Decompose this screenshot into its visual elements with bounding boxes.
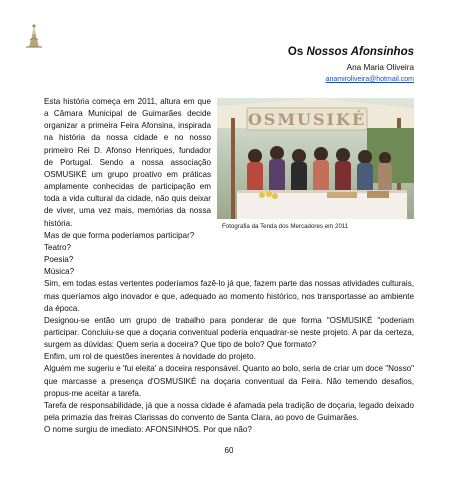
- photo-caption: Fotografia da Tenda dos Mercadores em 2011: [222, 223, 349, 230]
- paragraph-3: Designou-se então um grupo de trabalho para ponderar de que forma "OSMUSIKÉ "poderiam participar. Concluiu-se que a doçaria conventual poderia enquadrar-se neste projeto. A par da certeza, surgem as dúvidas: Quem seria a doceira? Que tipo de bolo? Que formato?: [44, 315, 414, 350]
- tent-photo: [217, 98, 414, 219]
- article-body: [44, 96, 414, 436]
- question-2: Teatro?: [44, 242, 71, 252]
- banner-text: OSMUSIKÉ: [247, 110, 367, 129]
- paragraph-1: Esta história começa em 2011, altura em que a Câmara Municipal de Guimarães decide organizar a primeira Feira Afonsina, inspirada na história da nossa cidade e no nosso primeiro Rei D. Afonso Henriques, fundador de Portugal. Sendo a nossa associação OSMUSIKÉ um grupo proativo em práticas amplamente conhecidas de participação em toda a vida cultural da cidade, não quis deixar de viver, uma vez mais, memórias da nossa história.: [44, 97, 211, 228]
- paragraph-7: O nome surgiu de imediato: AFONSINHOS. Por que não?: [44, 425, 252, 435]
- article-header: [288, 45, 414, 85]
- page-number: 60: [224, 446, 234, 455]
- title-italic: Nossos Afonsinhos: [306, 46, 414, 58]
- author-name: Ana Maria Oliveira: [346, 63, 414, 72]
- question-1: Mas de que forma poderíamos participar?: [44, 230, 195, 240]
- photo-figure: [217, 98, 414, 231]
- author-email-link[interactable]: anamiroliveira@hotmail.com: [325, 76, 414, 83]
- paragraph-2: Sim, em todas estas vertentes poderíamos fazê-lo já que, fazem parte das nossas atividades culturais, mas queríamos algo inovador e que, adequado ao momento histórico, nos transportasse ao ambiente da época.: [44, 279, 414, 313]
- article-title: [288, 45, 414, 59]
- logo-icon: [20, 22, 48, 50]
- title-prefix: Os: [287, 46, 307, 58]
- paragraph-5: Alguém me sugeriu e 'fui eleita' a doceira responsável. Quanto ao bolo, seria de criar um doce "Nosso" que marcasse a presença d'OSMUSIKÉ na doçaria conventual da Feira. Não temendo desafios, propus-me aceitar a tarefa.: [44, 364, 414, 398]
- question-3: Poesia?: [44, 255, 74, 265]
- paragraph-6: Tarefa de responsabilidade, já que a nossa cidade é afamada pela tradição de doçaria, legado deixado pela primazia das freiras Clarissas do convento de Santa Clara, ao povo de Guimarães.: [44, 400, 414, 423]
- paragraph-4: Enfim, um rol de questões inerentes à novidade do projeto.: [44, 352, 256, 362]
- question-4: Música?: [44, 267, 75, 277]
